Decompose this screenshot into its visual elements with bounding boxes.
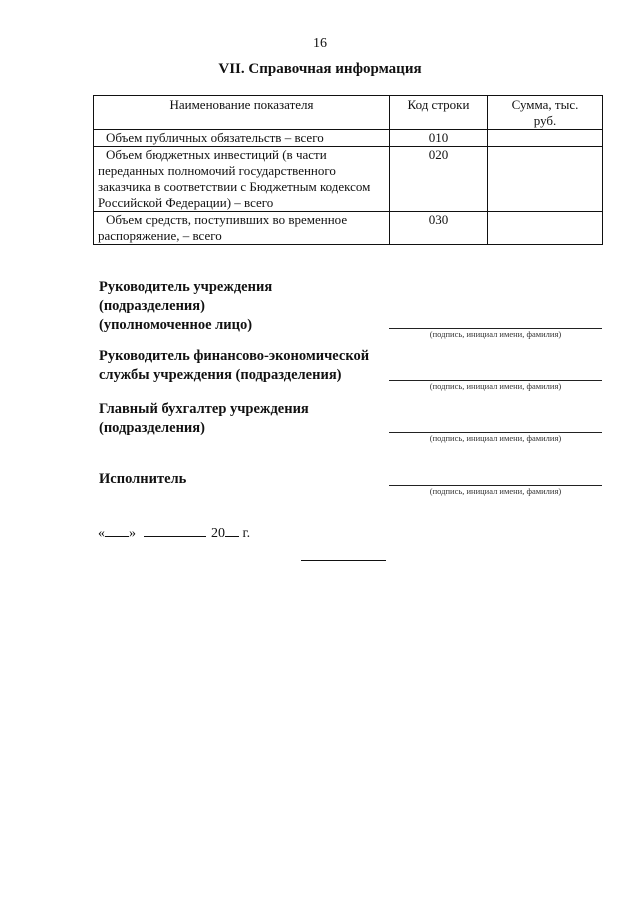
closing-divider — [301, 560, 386, 561]
date-close-quote: » — [129, 526, 136, 541]
label-line: (подразделения) — [99, 420, 205, 436]
date-suffix: г. — [242, 526, 251, 541]
row-sum[interactable] — [488, 212, 603, 245]
row-indicator-name: Объем публичных обязательств – всего — [94, 130, 390, 147]
date-month-blank[interactable] — [144, 524, 206, 537]
date-year-prefix: 20 — [211, 526, 225, 541]
reference-info-table — [93, 95, 603, 245]
row-sum[interactable] — [488, 147, 603, 212]
signature-hint: (подпись, инициал имени, фамилия) — [429, 433, 562, 443]
header-sum — [488, 96, 603, 130]
date-line — [98, 524, 250, 542]
row-indicator-name: Объем средств, поступивших во временное распоряжение, – всего — [94, 212, 390, 245]
signature-label-head — [99, 278, 272, 335]
signature-label-chief-accountant — [99, 400, 309, 438]
row-sum[interactable] — [488, 130, 603, 147]
label-line: Главный бухгалтер учреждения — [99, 401, 309, 417]
date-year-blank[interactable] — [225, 524, 239, 537]
header-row-code: Код строки — [390, 96, 488, 130]
table-row — [94, 212, 603, 245]
table-row — [94, 130, 603, 147]
table-header-row — [94, 96, 603, 130]
table-row — [94, 147, 603, 212]
signature-label-executor — [99, 470, 186, 489]
row-code: 020 — [390, 147, 488, 212]
signature-hint: (подпись, инициал имени, фамилия) — [429, 381, 562, 391]
date-day-blank[interactable] — [105, 524, 129, 537]
label-line: Руководитель учреждения — [99, 279, 273, 295]
header-indicator-name: Наименование показателя — [94, 96, 390, 130]
header-sum-label: Сумма, тыс. руб. — [511, 97, 579, 128]
page-number: 16 — [313, 36, 327, 51]
label-line: (подразделения) — [99, 298, 205, 314]
label-line: Руководитель финансово-экономической — [99, 348, 370, 364]
signature-label-finance-head — [99, 347, 369, 385]
signature-hint: (подпись, инициал имени, фамилия) — [429, 329, 562, 339]
label-line: Исполнитель — [99, 471, 187, 487]
date-open-quote: « — [98, 526, 105, 541]
signature-hint: (подпись, инициал имени, фамилия) — [429, 486, 562, 496]
section-title: VII. Справочная информация — [218, 61, 422, 77]
label-line: (уполномоченное лицо) — [99, 317, 253, 333]
row-indicator-name: Объем бюджетных инвестиций (в части переданных полномочий государственного заказчика в соответствии с Бюджетным кодексом Российской Федерации) – всего — [94, 147, 390, 212]
row-code: 030 — [390, 212, 488, 245]
row-code: 010 — [390, 130, 488, 147]
label-line: службы учреждения (подразделения) — [99, 367, 342, 383]
